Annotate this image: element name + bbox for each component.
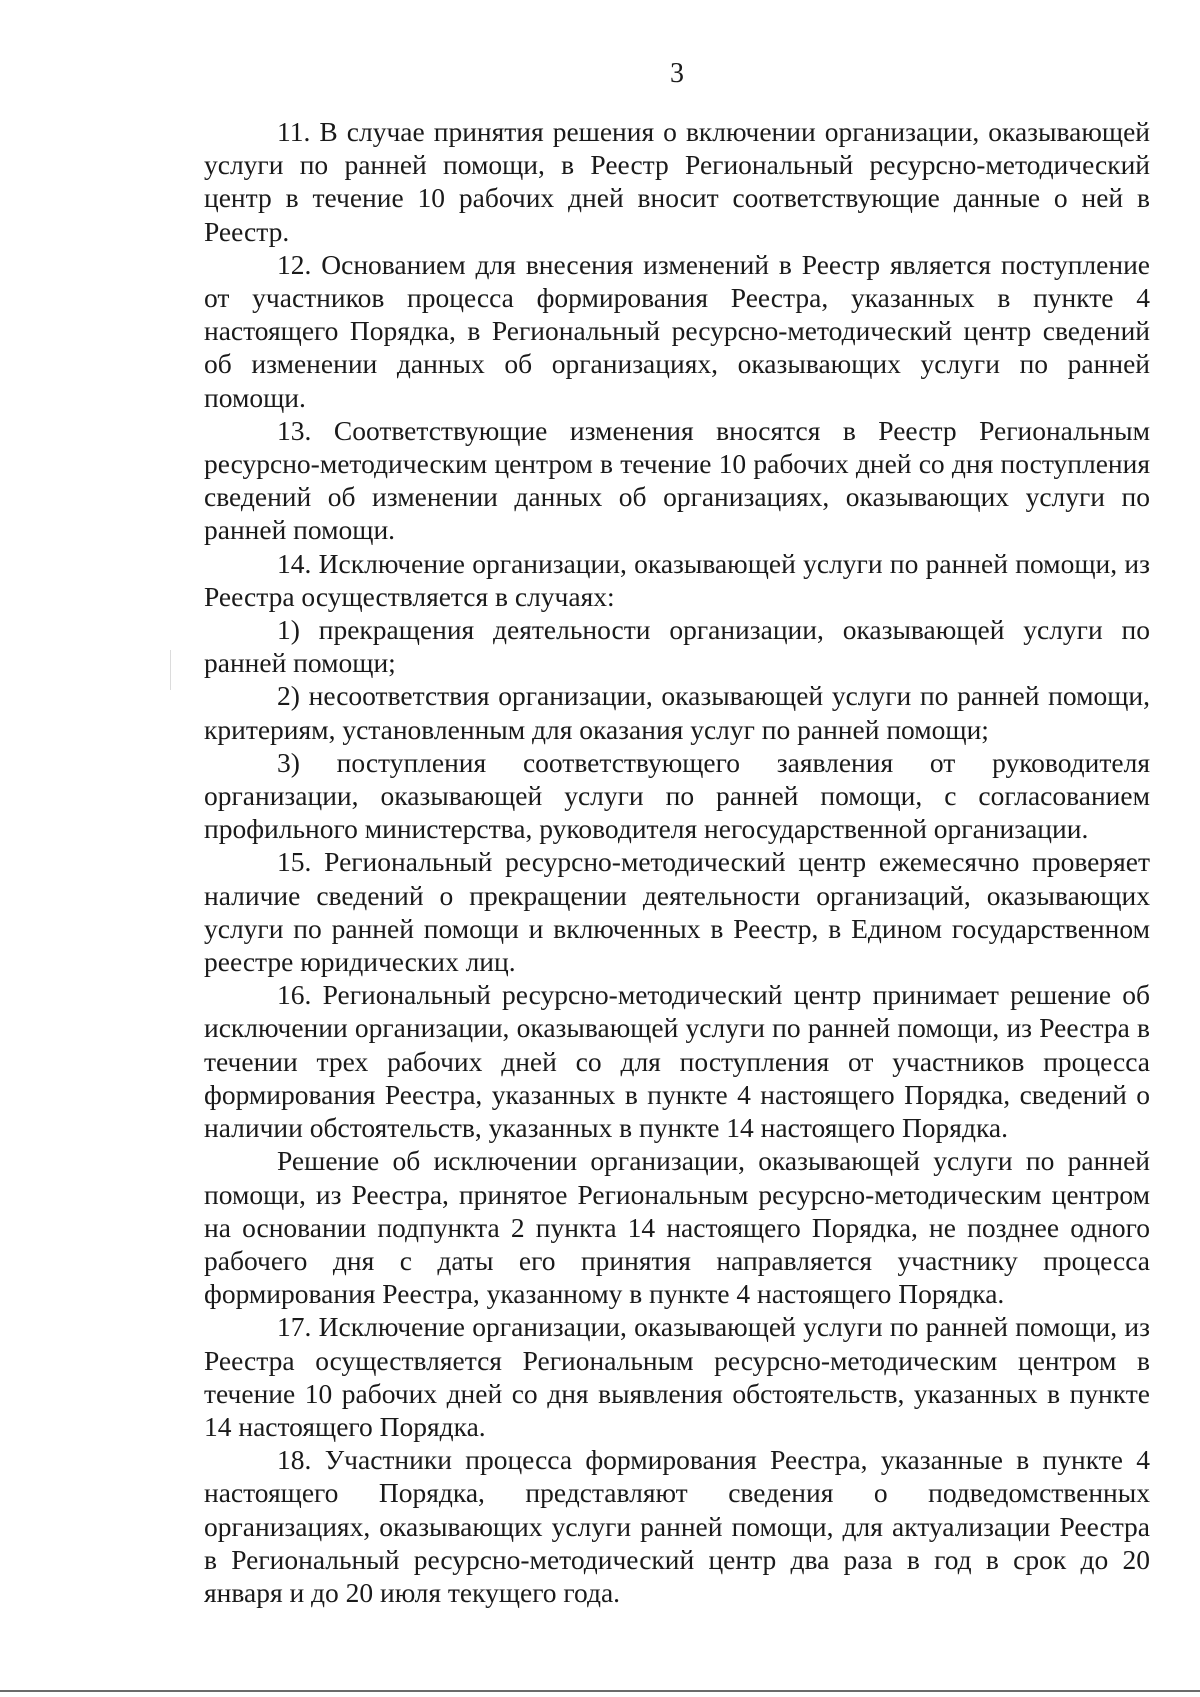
paragraph-12: 12. Основанием для внесения изменений в Реестр является поступление от участников процесса формирования Реестра, указанных в пункте 4 настоящего Порядка, в Региональный ресурсно-методический центр сведений об изменении данных об организациях, оказывающих услуги по ранней помощи. [204, 248, 1150, 413]
paragraph-18: 18. Участники процесса формирования Реестра, указанные в пункте 4 настоящего Порядка, представляют сведения о подведомственных организациях, оказывающих услуги ранней помощи, для актуализации Реестра в Региональный ресурсно-методический центр два раза в год в срок до 20 января и до 20 июля текущего года. [204, 1444, 1150, 1608]
paragraph-11: 11. В случае принятия решения о включении организации, оказывающей услуги по ранней помощи, в Реестр Региональный ресурсно-методический центр в течение 10 рабочих дней вносит соответствующие данные о ней в Реестр. [204, 116, 1150, 247]
document-body [204, 115, 1150, 1609]
paragraph-15: 15. Региональный ресурсно-методический центр ежемесячно проверяет наличие сведений о прекращении деятельности организаций, оказывающих услуги по ранней помощи и включенных в Реестр, в Едином государственном реестре юридических лиц. [204, 846, 1150, 978]
scan-artifact [170, 650, 171, 690]
page-bottom-edge [0, 1690, 1200, 1692]
paragraph-14-item-1: 1) прекращения деятельности организации, оказывающей услуги по ранней помощи; [204, 614, 1150, 679]
paragraph-13: 13. Соответствующие изменения вносятся в Реестр Региональным ресурсно-методическим центром в течение 10 рабочих дней со дня поступления сведений об изменении данных об организациях, оказывающих услуги по ранней помощи. [204, 414, 1150, 546]
paragraph-14-item-3: 3) поступления соответствующего заявления от руководителя организации, оказывающей услуги по ранней помощи, с согласованием профильного министерства, руководителя негосударственной организации. [204, 746, 1150, 845]
paragraph-14: 14. Исключение организации, оказывающей услуги по ранней помощи, из Реестра осуществляется в случаях: [204, 547, 1150, 612]
paragraph-16: 16. Региональный ресурсно-методический центр принимает решение об исключении организации, оказывающей услуги по ранней помощи, из Реестра в течении трех рабочих дней со для поступления от участников процесса формирования Реестра, указанных в пункте 4 настоящего Порядка, сведений о наличии обстоятельств, указанных в пункте 14 настоящего Порядка. [204, 979, 1150, 1144]
paragraph-16-decision: Решение об исключении организации, оказывающей услуги по ранней помощи, из Реестра, принятое Региональным ресурсно-методическим центром на основании подпункта 2 пункта 14 настоящего Порядка, не позднее одного рабочего дня с даты его принятия направляется участнику процесса формирования Реестра, указанному в пункте 4 настоящего Порядка. [204, 1145, 1150, 1310]
paragraph-14-item-2: 2) несоответствия организации, оказывающей услуги по ранней помощи, критериям, установленным для оказания услуг по ранней помощи; [204, 680, 1150, 745]
paragraph-17: 17. Исключение организации, оказывающей услуги по ранней помощи, из Реестра осуществляется Региональным ресурсно-методическим центром в течение 10 рабочих дней со дня выявления обстоятельств, указанных в пункте 14 настоящего Порядка. [204, 1311, 1150, 1442]
page-number: 3 [670, 58, 684, 89]
